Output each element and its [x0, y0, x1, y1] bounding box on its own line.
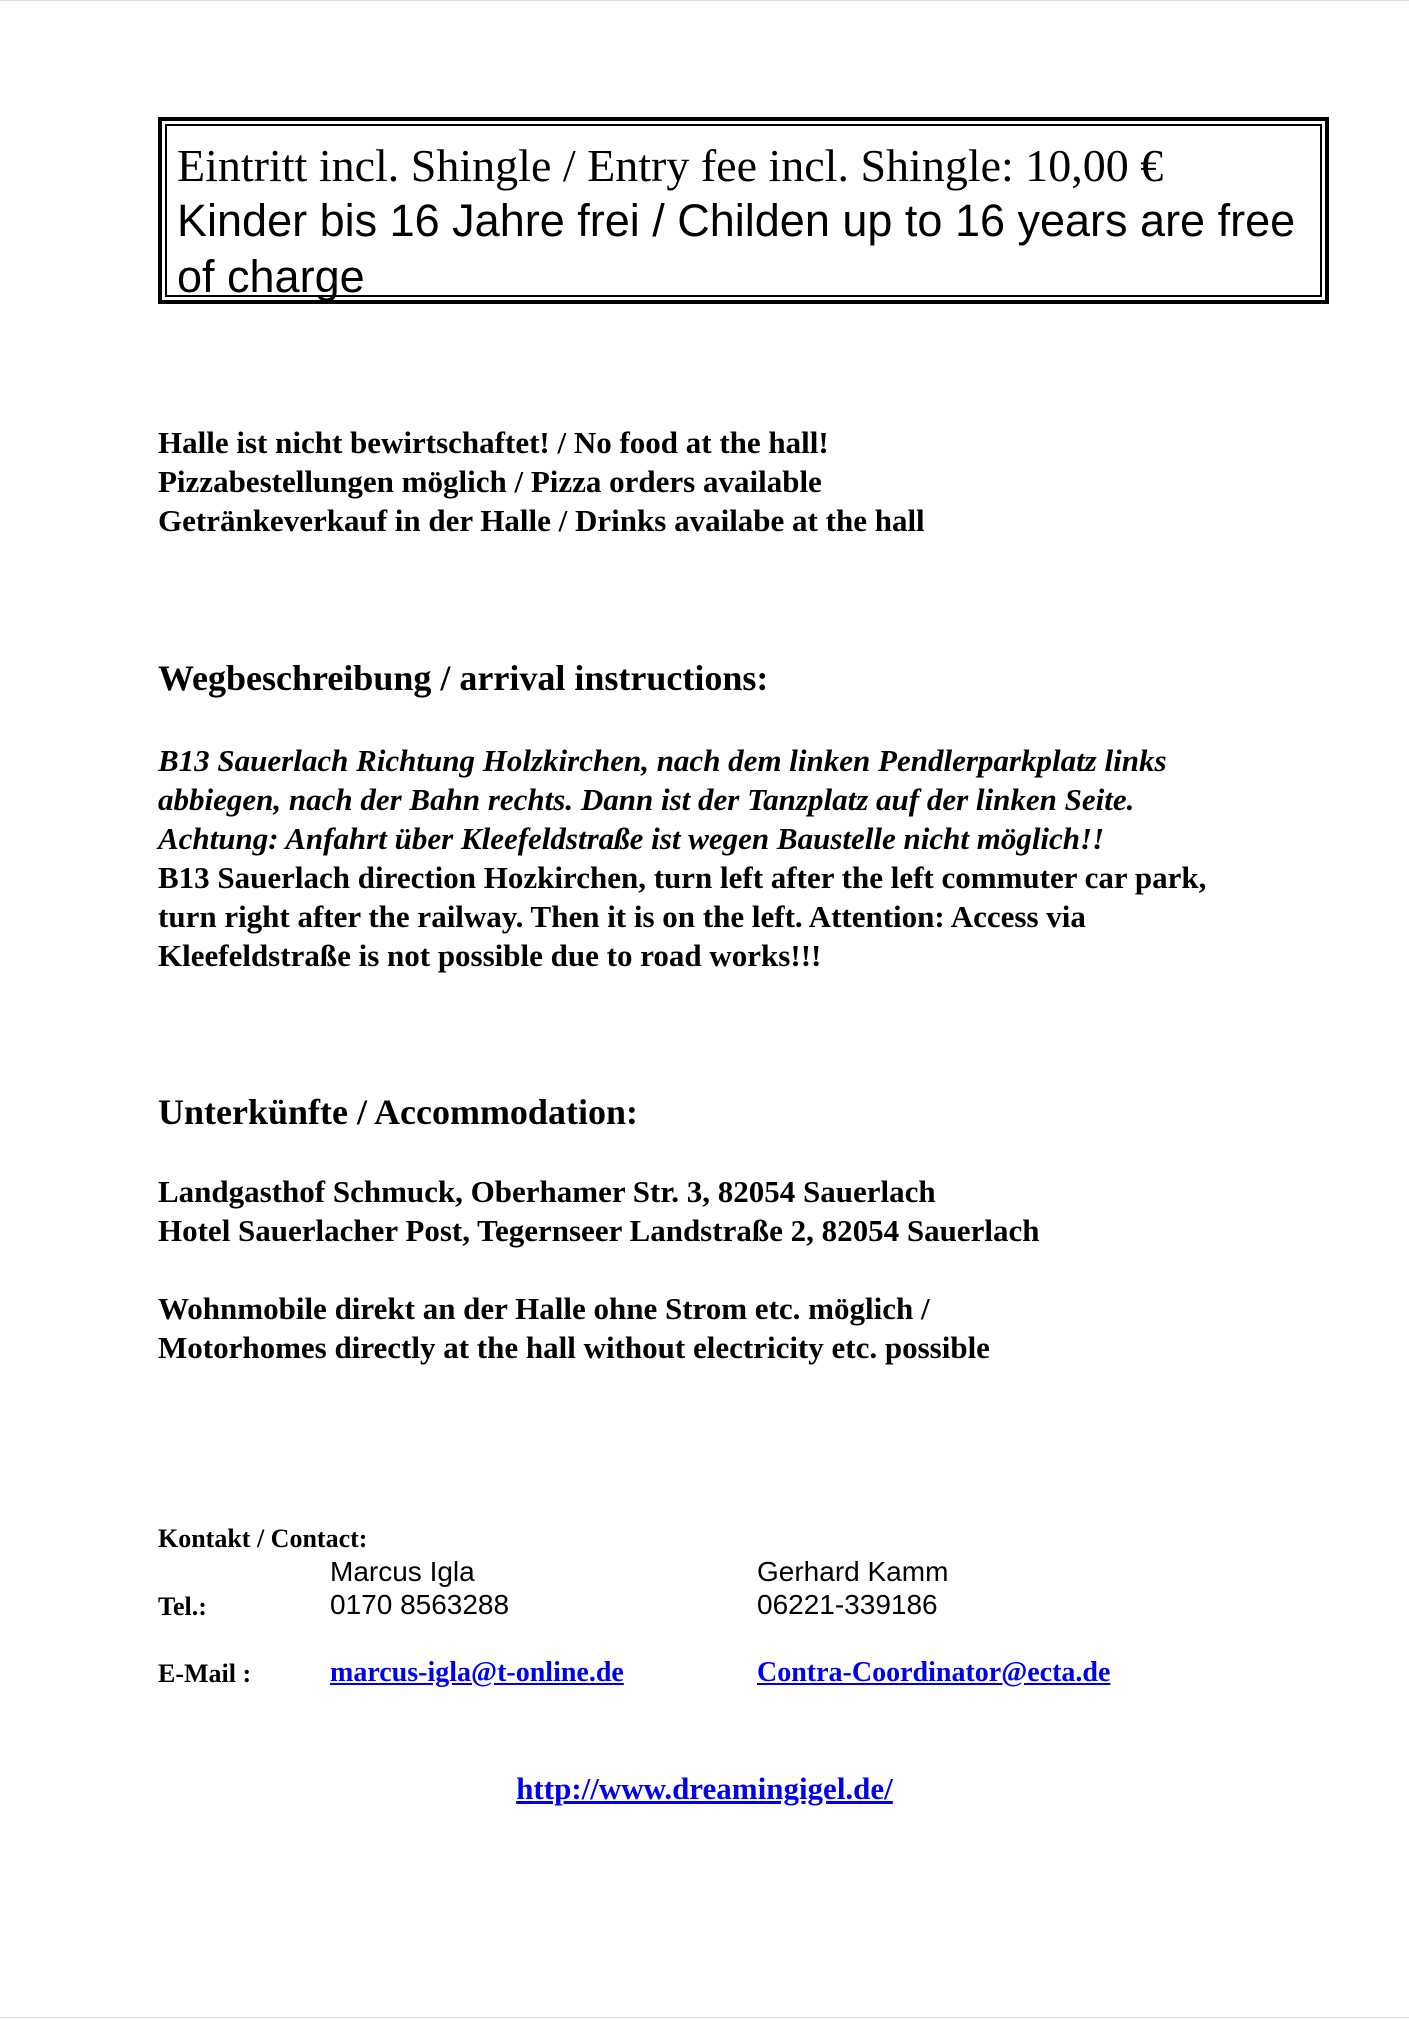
motorhome-line-english: Motorhomes directly at the hall without electricity etc. possible [158, 1330, 990, 1365]
children-free-text: Kinder bis 16 Jahre frei / Childen up to 16 years are free of charge [177, 195, 1296, 302]
no-food-line: Halle ist nicht bewirtschaftet! / No food at the hall! [158, 425, 829, 460]
entry-fee-text: Eintritt incl. Shingle / Entry fee incl. Shingle: 10,00 € [177, 140, 1164, 191]
hotel-item: Landgasthof Schmuck, Oberhamer Str. 3, 82054 Sauerlach [158, 1174, 936, 1209]
hotel-list [158, 1172, 1039, 1250]
food-info [158, 423, 925, 540]
contact-heading: Kontakt / Contact: [158, 1524, 368, 1553]
directions-german: B13 Sauerlach Richtung Holzkirchen, nach dem linken Pendlerparkplatz links abbiegen, nach der Bahn rechts. Dann ist der Tanzplatz auf der linken Seite. Achtung: Anfahrt über Kleefeldstraße ist wegen Baustelle nicht möglich!! [158, 743, 1167, 856]
entry-fee-box-inner [165, 124, 1322, 302]
contact-name-1: Marcus Igla [330, 1556, 475, 1587]
accommodation-heading: Unterkünfte / Accommodation: [158, 1092, 638, 1132]
page-bottom-border [0, 2017, 1409, 2018]
motorhome-line-german: Wohnmobile direkt an der Halle ohne Strom etc. möglich / [158, 1291, 930, 1326]
website-link[interactable]: http://www.dreamingigel.de/ [516, 1771, 893, 1806]
contact-name-2: Gerhard Kamm [757, 1556, 949, 1587]
directions-text [158, 741, 1238, 975]
email-label: E-Mail : [158, 1659, 252, 1688]
contact-phone-2: 06221-339186 [757, 1589, 938, 1620]
hotel-item: Hotel Sauerlacher Post, Tegernseer Landstraße 2, 82054 Sauerlach [158, 1213, 1040, 1248]
contact-phone-1: 0170 8563288 [330, 1589, 510, 1620]
entry-fee-box [158, 117, 1329, 304]
drinks-line: Getränkeverkauf in der Halle / Drinks availabe at the hall [158, 503, 925, 538]
contact-email-link-1[interactable]: marcus-igla@t-online.de [330, 1657, 624, 1688]
tel-label: Tel.: [158, 1592, 207, 1621]
motorhome-info [158, 1289, 990, 1367]
pizza-orders-line: Pizzabestellungen möglich / Pizza orders available [158, 464, 822, 499]
page-top-border [0, 0, 1409, 1]
directions-english: B13 Sauerlach direction Hozkirchen, turn left after the left commuter car park, turn right after the railway. Then it is on the left. Attention: Access via Kleefeldstraße is not possible due to road works!!! [158, 860, 1207, 973]
contact-email-link-2[interactable]: Contra-Coordinator@ecta.de [757, 1657, 1111, 1688]
directions-heading: Wegbeschreibung / arrival instructions: [158, 658, 769, 698]
